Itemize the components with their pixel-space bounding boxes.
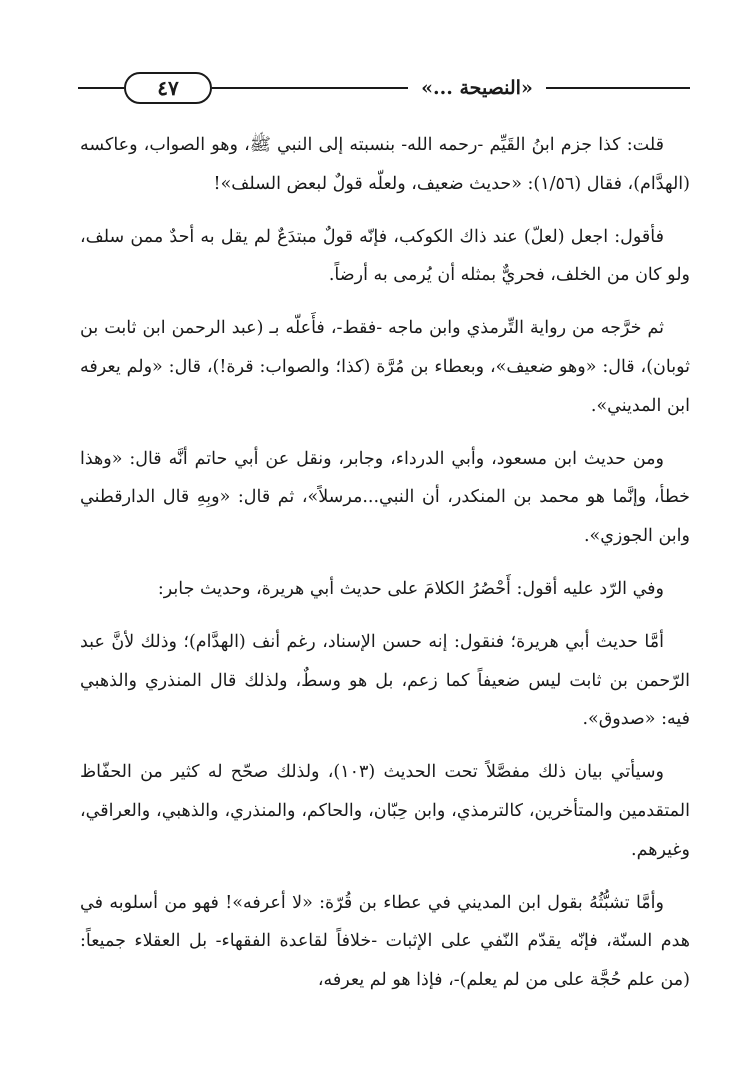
header-rule-middle (212, 87, 408, 89)
paragraph: ثم خرَّجه من رواية التِّرمذي وابن ماجه -فقط-، فأَعلّه بـ (عبد الرحمن ابن ثابت بن ثوبان)، قال: «وهو ضعيف»، وبعطاء بن مُرَّة (كذا؛ والصواب: قرة!)، قال: «ولم يعرفه ابن المديني». (80, 318, 690, 416)
paragraph: فأقول: اجعل (لعلّ) عند ذاك الكوكب، فإنّه قولٌ مبتدَعٌ لم يقل به أحدٌ ممن سلف، ولو كان من الخلف، فحريٌّ بمثله أن يُرمى به أرضاً. (80, 226, 690, 286)
paragraph: وفي الرّد عليه أقول: أَحْصُرُ الكلامَ على حديث أبي هريرة، وحديث جابر: (157, 578, 664, 599)
body-text (80, 126, 690, 1014)
running-title: «النصيحة ...» (421, 77, 533, 99)
paragraph: وسيأتي بيان ذلك مفصَّلاً تحت الحديث (١٠٣)، ولذلك صحّح له كثير من الحفّاظ المتقدمين والمتأخرين، كالترمذي، وابن حِبّان، والحاكم، والمنذري، والذهبي، والعراقي، وغيرهم. (80, 762, 690, 860)
header-rule-left (78, 87, 124, 89)
paragraph: أمَّا حديث أبي هريرة؛ فنقول: إنه حسن الإسناد، رغم أنف (الهدَّام)؛ وذلك لأنَّ عبد الرّحمن بن ثابت ليس ضعيفاً كما زعم، بل هو وسطٌ، ولذلك قال المنذري والذهبي فيه: «صدوق». (80, 631, 690, 730)
header-rule-right (546, 87, 690, 89)
running-header (78, 66, 690, 110)
paragraph: قلت: كذا جزم ابنُ القَيِّم -رحمه الله- بنسبته إلى النبي ﷺ، وهو الصواب، وعاكسه (الهدَّام)، فقال (١/٥٦): «حديث ضعيف، ولعلّه قولٌ لبعض السلف»! (80, 135, 690, 194)
paragraph: ومن حديث ابن مسعود، وأبي الدرداء، وجابر، ونقل عن أبي حاتم أنَّه قال: «وهذا خطأ، وإنَّما هو محمد بن المنكدر، أن النبي...مرسلاً»، ثم قال: «وبِهِ قال الدارقطني وابن الجوزي». (80, 448, 690, 547)
page-number-badge: ٤٧ (124, 72, 212, 104)
paragraph: وأمَّا تشبُّثُهُ بقول ابن المديني في عطاء بن قُرّة: «لا أعرفه»! فهو من أسلوبه في هدم السنّة، فإنّه يقدّم النّفي على الإثبات -خلافاً لقاعدة الفقهاء- بل العقلاء جميعاً: (من علم حُجَّة على من لم يعلم)-، فإذا هو لم يعرفه، (80, 892, 690, 991)
